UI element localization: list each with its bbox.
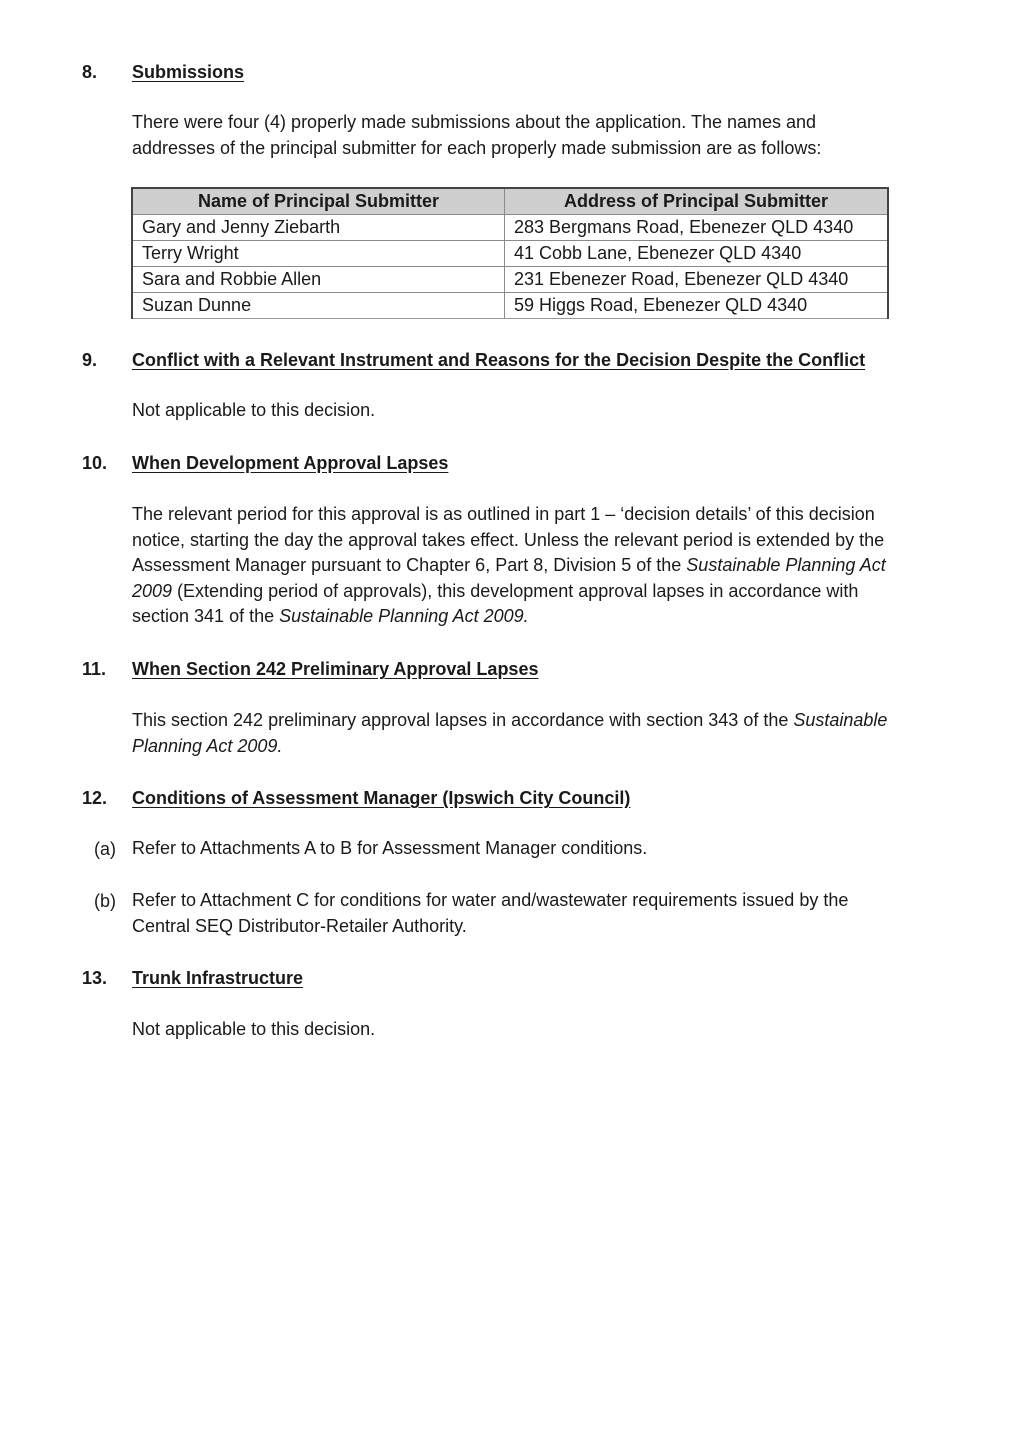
approval-lapses-text bbox=[132, 502, 902, 630]
section-number: 12. bbox=[82, 788, 108, 808]
submitter-name: Terry Wright bbox=[132, 241, 505, 267]
approval-lapses-text-part2: (Extending period of approvals), this development approval lapses in accordance with section 341 of the bbox=[132, 580, 859, 626]
section-number: 13. bbox=[82, 968, 108, 988]
table-row bbox=[132, 241, 888, 267]
list-item-label: (a) bbox=[94, 839, 116, 859]
section-title-conditions: Conditions of Assessment Manager (Ipswich City Council) bbox=[132, 788, 631, 808]
section-title-conflict: Conflict with a Relevant Instrument and Reasons for the Decision Despite the Conflict bbox=[132, 350, 866, 370]
trunk-infrastructure-text: Not applicable to this decision. bbox=[132, 1019, 376, 1039]
list-item-text: Refer to Attachment C for conditions for water and/wastewater requirements issued by the Central SEQ Distributor-Retailer Authority. bbox=[132, 890, 849, 936]
section-number: 11. bbox=[82, 659, 107, 679]
column-header-address: Address of Principal Submitter bbox=[505, 188, 889, 215]
conflict-text: Not applicable to this decision. bbox=[132, 400, 376, 420]
section-number: 8. bbox=[82, 62, 98, 82]
submitter-address: 41 Cobb Lane, Ebenezer QLD 4340 bbox=[505, 241, 889, 267]
table-row bbox=[132, 293, 888, 319]
list-item-text: Refer to Attachments A to B for Assessment Manager conditions. bbox=[132, 838, 648, 858]
act-name: Sustainable Planning Act 2009. bbox=[279, 606, 529, 626]
table-row bbox=[132, 267, 888, 293]
submissions-intro: There were four (4) properly made submissions about the application. The names and addresses of the principal submitter for each properly made submission are as follows: bbox=[132, 112, 822, 158]
submitter-name: Gary and Jenny Ziebarth bbox=[132, 215, 505, 241]
submitter-address: 283 Bergmans Road, Ebenezer QLD 4340 bbox=[505, 215, 889, 241]
section-number: 10. bbox=[82, 453, 108, 473]
submitter-address: 231 Ebenezer Road, Ebenezer QLD 4340 bbox=[505, 267, 889, 293]
section-title-trunk-infrastructure: Trunk Infrastructure bbox=[132, 968, 304, 988]
section-number: 9. bbox=[82, 350, 98, 370]
section-title-submissions: Submissions bbox=[132, 62, 245, 82]
section-title-preliminary-approval: When Section 242 Preliminary Approval Lapses bbox=[132, 659, 539, 679]
column-header-name: Name of Principal Submitter bbox=[132, 188, 505, 215]
approval-lapses-text-part1: The relevant period for this approval is as outlined in part 1 – ‘decision details’ of this decision notice, starting the day the approval takes effect. Unless the relevant period is extended by the Assessment Manager pursuant to Chapter 6, Part 8, Division 5 of the bbox=[132, 504, 885, 575]
act-name: Sustainable Planning Act 2009. bbox=[132, 710, 888, 756]
act-name: Sustainable Planning Act 2009 bbox=[132, 555, 886, 601]
submitter-name: Sara and Robbie Allen bbox=[132, 267, 505, 293]
submitter-address: 59 Higgs Road, Ebenezer QLD 4340 bbox=[505, 293, 889, 319]
list-item-label: (b) bbox=[94, 891, 116, 911]
table-row bbox=[132, 215, 888, 241]
preliminary-approval-text-part1: This section 242 preliminary approval lapses in accordance with section 343 of the bbox=[132, 710, 794, 730]
submitter-name: Suzan Dunne bbox=[132, 293, 505, 319]
section-title-approval-lapses: When Development Approval Lapses bbox=[132, 453, 449, 473]
submitters-table bbox=[131, 187, 889, 319]
table-header-row bbox=[132, 188, 888, 215]
preliminary-approval-text bbox=[132, 708, 902, 759]
